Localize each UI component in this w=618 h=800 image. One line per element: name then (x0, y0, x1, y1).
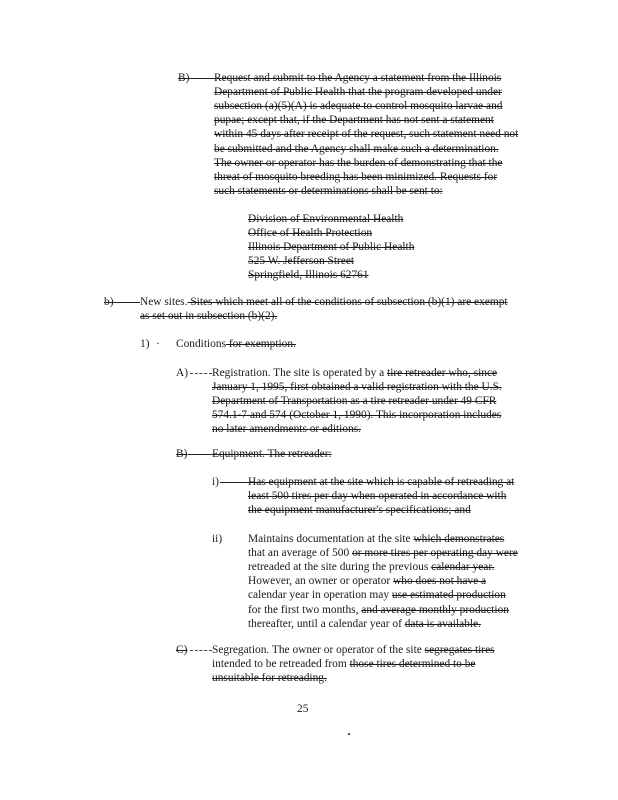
statement-line: such statements or determinations shall be sent to: (214, 184, 443, 197)
stray-mark (348, 733, 350, 735)
item-label-1: 1) (140, 338, 150, 350)
segregation-line (212, 643, 495, 657)
registration-segment: tire retreader who, since (387, 367, 498, 379)
registration-line (212, 408, 501, 422)
statement-line: Department of Public Health that the program developed under (214, 86, 502, 99)
documentation-ii-segment: calendar year. (431, 561, 495, 574)
conditions-struck-text: for exemption. (226, 338, 296, 350)
item-label-A: A) (176, 367, 189, 379)
new-sites-struck-text: Sites which meet all of the conditions of subsection (b)(1) are exempt (187, 296, 508, 308)
address-line: 525 W. Jefferson Street (248, 255, 355, 268)
documentation-ii-line (248, 574, 486, 588)
documentation-ii-line (248, 546, 518, 560)
registration-segment: with the U.S. (441, 381, 502, 394)
documentation-ii-segment: which demonstrates (413, 533, 505, 545)
segregation-line (212, 657, 475, 671)
label-dash (188, 454, 212, 455)
label-dash (178, 78, 214, 79)
documentation-ii-segment: data is available. (404, 617, 481, 630)
registration-line (212, 380, 502, 394)
documentation-ii-line (248, 603, 509, 617)
documentation-ii-segment: or more tires per operating day were (352, 547, 518, 560)
statement-line: threat of mosquito breeding has been minimized. Requests for (214, 170, 498, 183)
label-dash (104, 302, 140, 303)
new-sites-line-2: as set out in subsection (b)(2). (140, 310, 278, 322)
documentation-ii-segment: for the first two months, (248, 603, 362, 616)
conditions-heading (176, 337, 296, 351)
item-label-b: b) (104, 296, 114, 308)
segregation-segment: intended to be retreaded from (212, 658, 350, 671)
documentation-ii-segment: who does not have a (393, 575, 487, 588)
new-sites-heading: New sites. (140, 296, 188, 308)
registration-segment: no later amendments or editions. (212, 423, 361, 436)
documentation-ii-line (248, 532, 504, 546)
documentation-ii-segment: use estimated production (391, 589, 506, 602)
segregation-segment: Segregation. The owner or operator of the site (212, 644, 425, 656)
segregation-segment: segregates tires (424, 644, 495, 656)
segregation-segment: those tires determined to be (349, 658, 476, 671)
statement-line: subsection (a)(5)(A) is adequate to control mosquito larvae and (214, 100, 503, 113)
documentation-ii-segment: calendar year in operation may (248, 589, 392, 602)
documentation-ii-segment: that an average of 500 (248, 547, 353, 560)
registration-line (212, 394, 496, 408)
segregation-segment: unsuitable for retreading. (212, 672, 327, 685)
documentation-ii-line (248, 617, 481, 631)
item-label-ii: ii) (212, 533, 223, 545)
label-dash (190, 650, 212, 651)
item-label-B-equipment: B) (176, 448, 188, 460)
address-line: Illinois Department of Public Health (248, 241, 415, 254)
label-dot: · (156, 338, 160, 350)
label-dash (190, 373, 212, 374)
documentation-ii-segment: However, an owner or operator (248, 575, 394, 588)
statement-line: The owner or operator has the burden of demonstrating that the (214, 156, 503, 169)
equipment-i-line: Has equipment at the site which is capable of retreading at (248, 476, 515, 488)
registration-segment: January 1, 1995, first obtained a valid registration (212, 381, 442, 394)
statement-line: pupae; except that, if the Department has not sent a statement (214, 114, 494, 127)
registration-segment: Department of Transportation as a tire retreader under 49 CFR (212, 395, 497, 408)
segregation-line (212, 671, 327, 685)
label-dash (220, 482, 248, 483)
item-label-i: i) (212, 476, 219, 488)
registration-segment: Registration. The site is operated by a (212, 367, 388, 379)
registration-segment: 574.1-7 and 574 (October 1, 1990). This incorporation includes (212, 409, 502, 422)
documentation-ii-segment: retreaded at the site during the previous (248, 561, 432, 574)
documentation-ii-segment: and average monthly production (361, 603, 509, 616)
equipment-heading: Equipment. The retreader: (212, 448, 332, 460)
statement-line: within 45 days after receipt of the request, such statement need not (214, 128, 519, 141)
item-label-B: B) (178, 72, 190, 84)
documentation-ii-line (248, 560, 494, 574)
registration-line (212, 422, 361, 436)
statement-line: Request and submit to the Agency a statement from the Illinois (214, 72, 502, 84)
new-sites-line-1 (140, 295, 508, 309)
documentation-ii-segment: thereafter, until a calendar year of (248, 617, 405, 630)
conditions-text: Conditions (176, 338, 227, 350)
equipment-i-line: the equipment manufacturer's specifications; and (248, 504, 471, 517)
address-line: Division of Environmental Health (248, 213, 404, 225)
address-line: Springfield, Illinois 62761 (248, 269, 369, 282)
statement-line: be submitted and the Agency shall make such a determination. (214, 142, 499, 155)
documentation-ii-segment: Maintains documentation at the site (248, 533, 414, 545)
documentation-ii-line (248, 588, 506, 602)
item-label-C: C) (176, 644, 188, 656)
registration-line (212, 366, 497, 380)
equipment-i-line: least 500 tires per day when operated in accordance with (248, 490, 507, 503)
page-number: 25 (297, 703, 309, 715)
address-line: Office of Health Protection (248, 227, 373, 240)
